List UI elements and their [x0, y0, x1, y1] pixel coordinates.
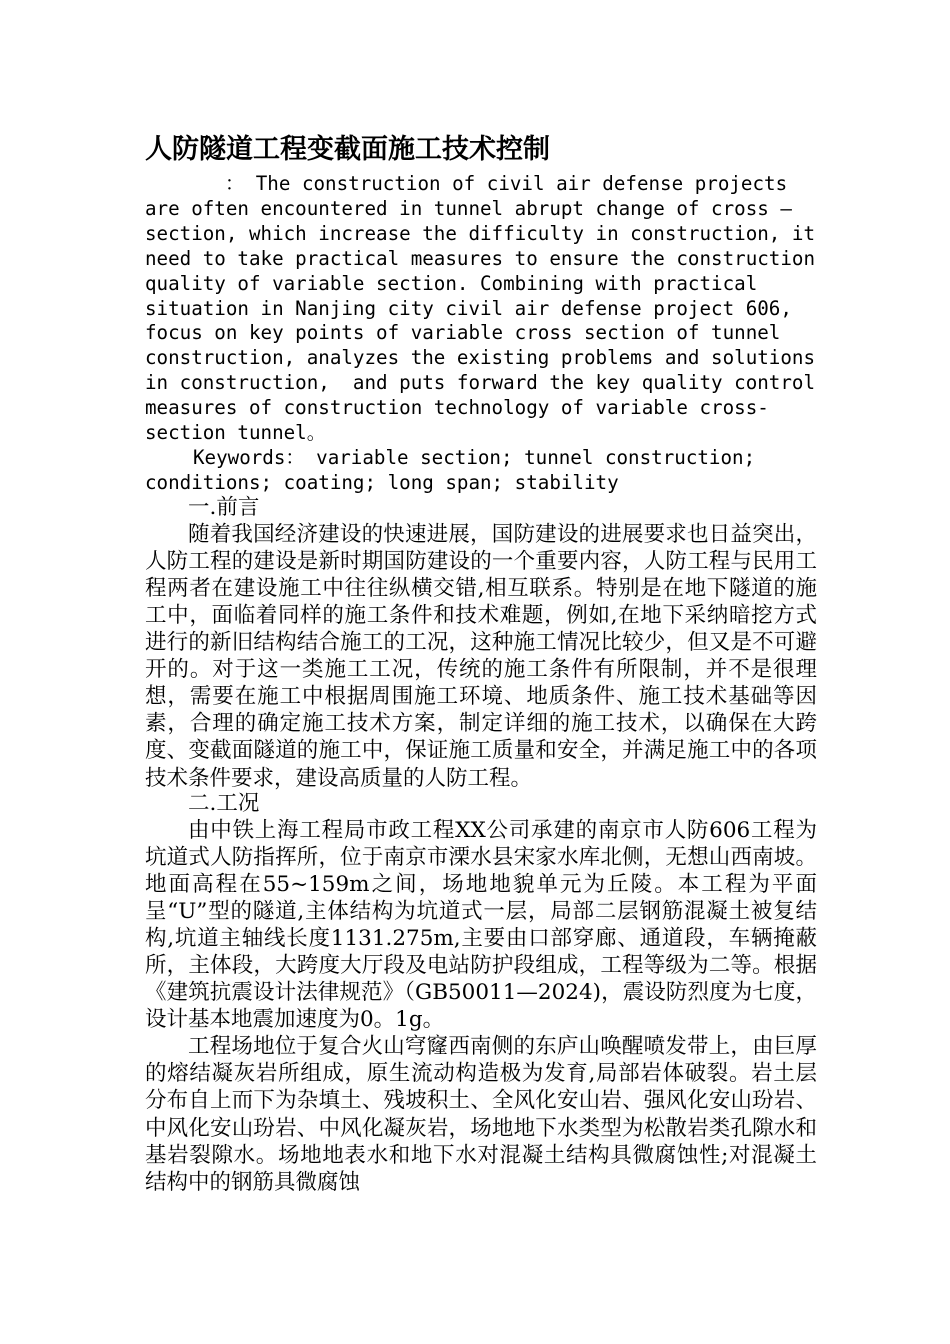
abstract-paragraph: [145, 172, 827, 446]
conditions-paragraph-1: 由中铁上海工程局市政工程XX公司承建的南京市人防606工程为坑道式人防指挥所，位于南京市溧水县宋家水库北侧，无想山西南坡。地面高程在55~159m之间，场地地貌单元为丘陵。本工程为平面呈“U”型的隧道,主体结构为坑道式一层，局部二层钢筋混凝土被复结构,坑道主轴线长度1131.275m,主要由口部穿廊、通道段，车辆掩蔽所，主体段，大跨度大厅段及电站防护段组成，工程等级为二等。根据《建筑抗震设计法律规范》（GB50011—2024)，震设防烈度为七度，设计基本地震加速度为0。1g。: [145, 817, 817, 1033]
keywords-line: Keywords： variable section; tunnel construction; conditions; coating; long span; stability: [145, 445, 756, 494]
document-title: 人防隧道工程变截面施工技术控制: [145, 134, 550, 165]
abstract-lead: ：: [225, 172, 245, 195]
section-heading-conditions: 二.工况: [188, 790, 260, 816]
section-heading-intro: 一.前言: [188, 494, 260, 520]
intro-paragraph: 随着我国经济建设的快速进展，国防建设的进展要求也日益突出，人防工程的建设是新时期国防建设的一个重要内容，人防工程与民用工程两者在建设施工中往往纵横交错,相互联系。特别是在地下隧道的施工中，面临着同样的施工条件和技术难题，例如,在地下采纳暗挖方式进行的新旧结构结合施工的工况，这种施工情况比较少，但又是不可避开的。对于这一类施工工况，传统的施工条件有所限制，并不是很理想，需要在施工中根据周围施工环境、地质条件、施工技术基础等因素，合理的确定施工技术方案，制定详细的施工技术，以确保在大跨度、变截面隧道的施工中，保证施工质量和安全，并满足施工中的各项技术条件要求，建设高质量的人防工程。: [145, 521, 817, 791]
conditions-paragraph-2: 工程场地位于复合火山穹窿西南侧的东庐山唤醒喷发带上，由巨厚的熔结凝灰岩所组成，原生流动构造极为发育,局部岩体破裂。岩土层分布自上而下为杂填土、残坡积土、全风化安山岩、强风化安山玢岩、中风化安山玢岩、中风化凝灰岩，场地地下水类型为松散岩类孔隙水和基岩裂隙水。场地地表水和地下水对混凝土结构具微腐蚀性;对混凝土结构中的钢筋具微腐蚀: [145, 1034, 817, 1195]
document-body: [145, 128, 827, 1196]
abstract-text: The construction of civil air defense projects are often encountered in tunnel abrupt change of cross —section, which increase the difficulty in construction, it need to take practical measures to ensure the construction quality of variable section. Combining with practical situation in Nanjing city civil air defense project 606, focus on key points of variable cross section of tunnel construction, analyzes the existing problems and solutions in construction, and puts forward the key quality control measures of construction technology of variable cross-section tunnel。: [145, 172, 827, 445]
